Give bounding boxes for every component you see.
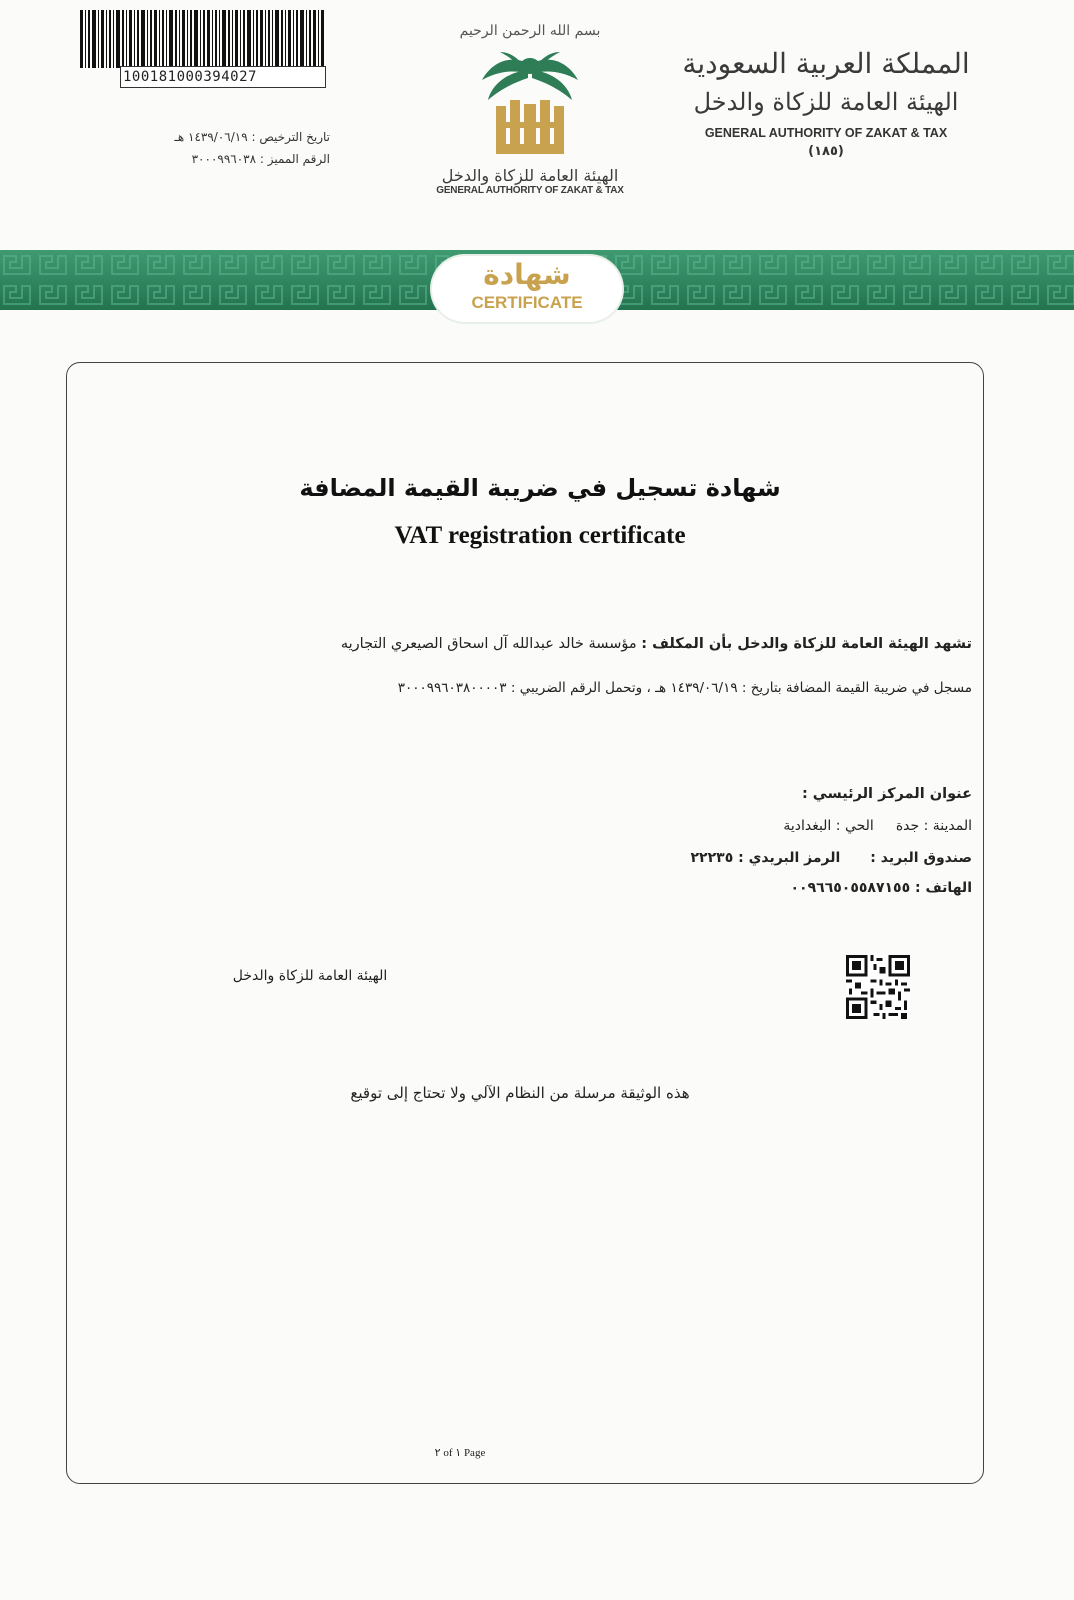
certificate-badge	[432, 256, 622, 322]
certify-line	[320, 636, 972, 652]
address-phone: الهاتف : ٠٠٩٦٦٥٠٥٥٨٧١٥٥	[790, 880, 972, 896]
authority-logo	[410, 18, 650, 228]
document-title-ar: شهادة تسجيل في ضريبة القيمة المضافة	[299, 474, 781, 502]
address-city: المدينة : جدة	[895, 818, 972, 834]
logo-name-en: GENERAL AUTHORITY OF ZAKAT & TAX	[436, 185, 624, 196]
address-postal-line	[691, 850, 972, 866]
auto-generated-note: هذه الوثيقة مرسلة من النظام الآلي ولا تحتاج إلى توقيع	[350, 1084, 690, 1102]
certificate-title-en: CERTIFICATE	[471, 293, 583, 312]
barcode-icon	[80, 10, 326, 68]
certify-label: تشهد الهيئة العامة للزكاة والدخل بأن المكلف :	[641, 636, 972, 652]
address-heading: عنوان المركز الرئيسي :	[801, 786, 972, 802]
license-date: تاريخ الترخيص : ١٤٣٩/٠٦/١٩ هـ	[174, 130, 330, 144]
barcode-number: 100181000394027	[120, 66, 326, 88]
kingdom-name-ar: المملكة العربية السعودية	[682, 47, 970, 80]
authority-name-ar: الهيئة العامة للزكاة والدخل	[693, 88, 959, 116]
authority-header	[676, 44, 976, 159]
address-district: الحي : البغدادية	[783, 818, 874, 834]
authority-signature: الهيئة العامة للزكاة والدخل	[232, 968, 388, 984]
registration-line: مسجل في ضريبة القيمة المضافة بتاريخ : ١٤٣٩/٠٦/١٩ هـ ، وتحمل الرقم الضريبي : ٣٠٠٠٩٩٦٠٣٨٠٠٠٠٣	[397, 680, 972, 696]
basmala: بسم الله الرحمن الرحيم	[459, 23, 601, 39]
page-indicator: ٢ of ١ Page	[434, 1447, 486, 1459]
taxpayer-name: مؤسسة خالد عبدالله آل اسحاق الصيعري التجاريه	[340, 636, 637, 652]
address-postal-code: الرمز البريدي : ٢٢٢٣٥	[690, 850, 841, 866]
form-number: (١٨٥)	[808, 144, 844, 159]
barcode	[80, 10, 326, 85]
authority-name-en: GENERAL AUTHORITY OF ZAKAT & TAX	[704, 126, 948, 140]
address-po-box: صندوق البريد :	[870, 850, 972, 866]
certificate-title-ar: شهادة	[483, 258, 571, 291]
address-city-line	[783, 818, 972, 834]
logo-name-ar: الهيئة العامة للزكاة والدخل	[441, 166, 619, 185]
license-info	[150, 126, 330, 170]
unique-number: الرقم المميز : ٣٠٠٠٩٩٦٠٣٨	[191, 152, 330, 166]
palm-tree-logo-icon	[470, 44, 590, 164]
qr-code-icon	[846, 955, 910, 1019]
document-title-en: VAT registration certificate	[394, 522, 686, 549]
